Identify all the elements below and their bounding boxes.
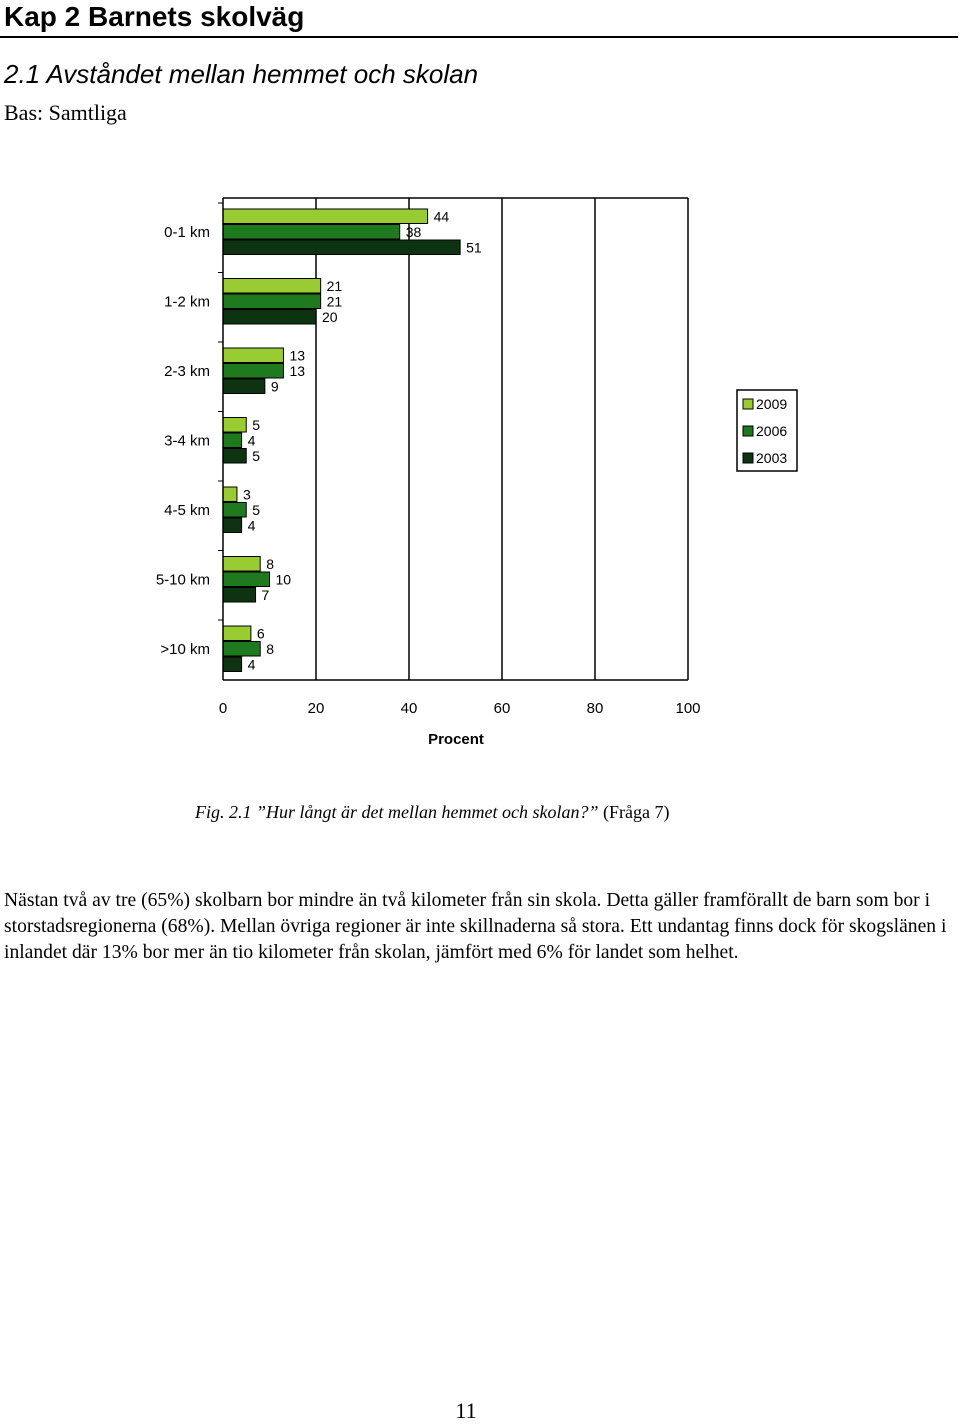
data-label: 8 xyxy=(266,641,274,657)
caption-reference: (Fråga 7) xyxy=(602,802,670,822)
data-label: 44 xyxy=(433,208,450,225)
bar xyxy=(223,348,283,363)
data-label: 5 xyxy=(252,502,261,518)
bar xyxy=(223,310,316,325)
legend-label: 2009 xyxy=(756,396,788,412)
bar xyxy=(223,364,283,379)
bar xyxy=(223,240,460,255)
bar xyxy=(223,294,321,309)
caption-prefix: Fig. 2.1 xyxy=(195,802,256,822)
bar xyxy=(223,433,242,448)
data-label: 5 xyxy=(252,448,261,464)
page-number: 11 xyxy=(455,1398,477,1423)
bar xyxy=(223,626,251,641)
y-tick-label: 1-2 km xyxy=(164,293,210,311)
bar-chart xyxy=(0,180,960,770)
bar xyxy=(223,657,242,672)
figure-caption xyxy=(195,800,669,824)
x-tick-label: 40 xyxy=(400,700,418,717)
bar xyxy=(223,418,246,433)
data-label: 4 xyxy=(247,656,256,673)
legend-swatch xyxy=(743,399,753,409)
data-label: 21 xyxy=(326,278,343,294)
bar xyxy=(223,225,400,240)
chapter-rule xyxy=(0,36,958,38)
bar xyxy=(223,279,321,294)
data-label: 4 xyxy=(247,517,256,534)
data-label: 13 xyxy=(289,347,306,364)
legend-label: 2006 xyxy=(756,423,788,439)
chart-bars xyxy=(223,209,482,673)
chart-grid xyxy=(223,198,688,680)
chapter-title: Kap 2 Barnets skolväg xyxy=(4,1,305,32)
y-tick-label: 3-4 km xyxy=(164,432,210,450)
data-label: 8 xyxy=(266,556,274,572)
bar xyxy=(223,588,256,603)
x-tick-label: 80 xyxy=(586,700,604,717)
data-label: 10 xyxy=(275,571,292,588)
bar xyxy=(223,572,270,587)
data-label: 4 xyxy=(247,432,256,449)
bar xyxy=(223,503,246,518)
data-label: 38 xyxy=(405,224,422,240)
x-tick-label: 20 xyxy=(307,700,325,717)
base-label: Bas: Samtliga xyxy=(4,100,127,125)
data-label: 5 xyxy=(252,417,261,433)
data-label: 20 xyxy=(322,309,338,325)
y-tick-label: 5-10 km xyxy=(155,571,210,589)
legend-label: 2003 xyxy=(756,450,788,466)
data-label: 13 xyxy=(289,363,306,379)
bar xyxy=(223,209,428,224)
y-tick-label: 4-5 km xyxy=(164,502,210,519)
x-tick-label: 60 xyxy=(493,700,511,717)
data-label: 9 xyxy=(270,378,279,395)
y-tick-label: 0-1 km xyxy=(164,224,210,241)
x-tick-label: 100 xyxy=(675,700,701,717)
bar xyxy=(223,487,237,502)
body-paragraph: Nästan två av tre (65%) skolbarn bor mindre än två kilometer från sin skola. Detta gäller framförallt de barn som bor i storstadsregionerna (68%). Mellan övriga regioner är inte skillnaderna så stora. Ett undantag finns dock för skogslänen i inlandet där 13% bor mer än tio kilometer från skolan, jämfört med 6% för landet som helhet. xyxy=(4,890,947,963)
data-label: 6 xyxy=(256,625,265,642)
legend-swatch xyxy=(743,453,753,463)
legend-swatch xyxy=(743,426,753,436)
bar xyxy=(223,642,260,657)
x-tick-label: 0 xyxy=(218,700,228,717)
section-title: 2.1 Avståndet mellan hemmet och skolan xyxy=(4,59,479,89)
bar xyxy=(223,449,246,464)
bar xyxy=(223,557,260,572)
chart-legend xyxy=(737,390,797,471)
data-label: 3 xyxy=(242,486,251,503)
x-axis-title: Procent xyxy=(428,731,484,748)
bar xyxy=(223,518,242,533)
bar xyxy=(223,379,265,394)
data-label: 21 xyxy=(326,293,343,310)
y-tick-label: >10 km xyxy=(160,641,210,658)
data-label: 7 xyxy=(261,587,270,603)
data-label: 51 xyxy=(466,239,482,256)
caption-question: ”Hur långt är det mellan hemmet och skolan?” xyxy=(256,802,603,822)
y-tick-label: 2-3 km xyxy=(164,363,210,380)
